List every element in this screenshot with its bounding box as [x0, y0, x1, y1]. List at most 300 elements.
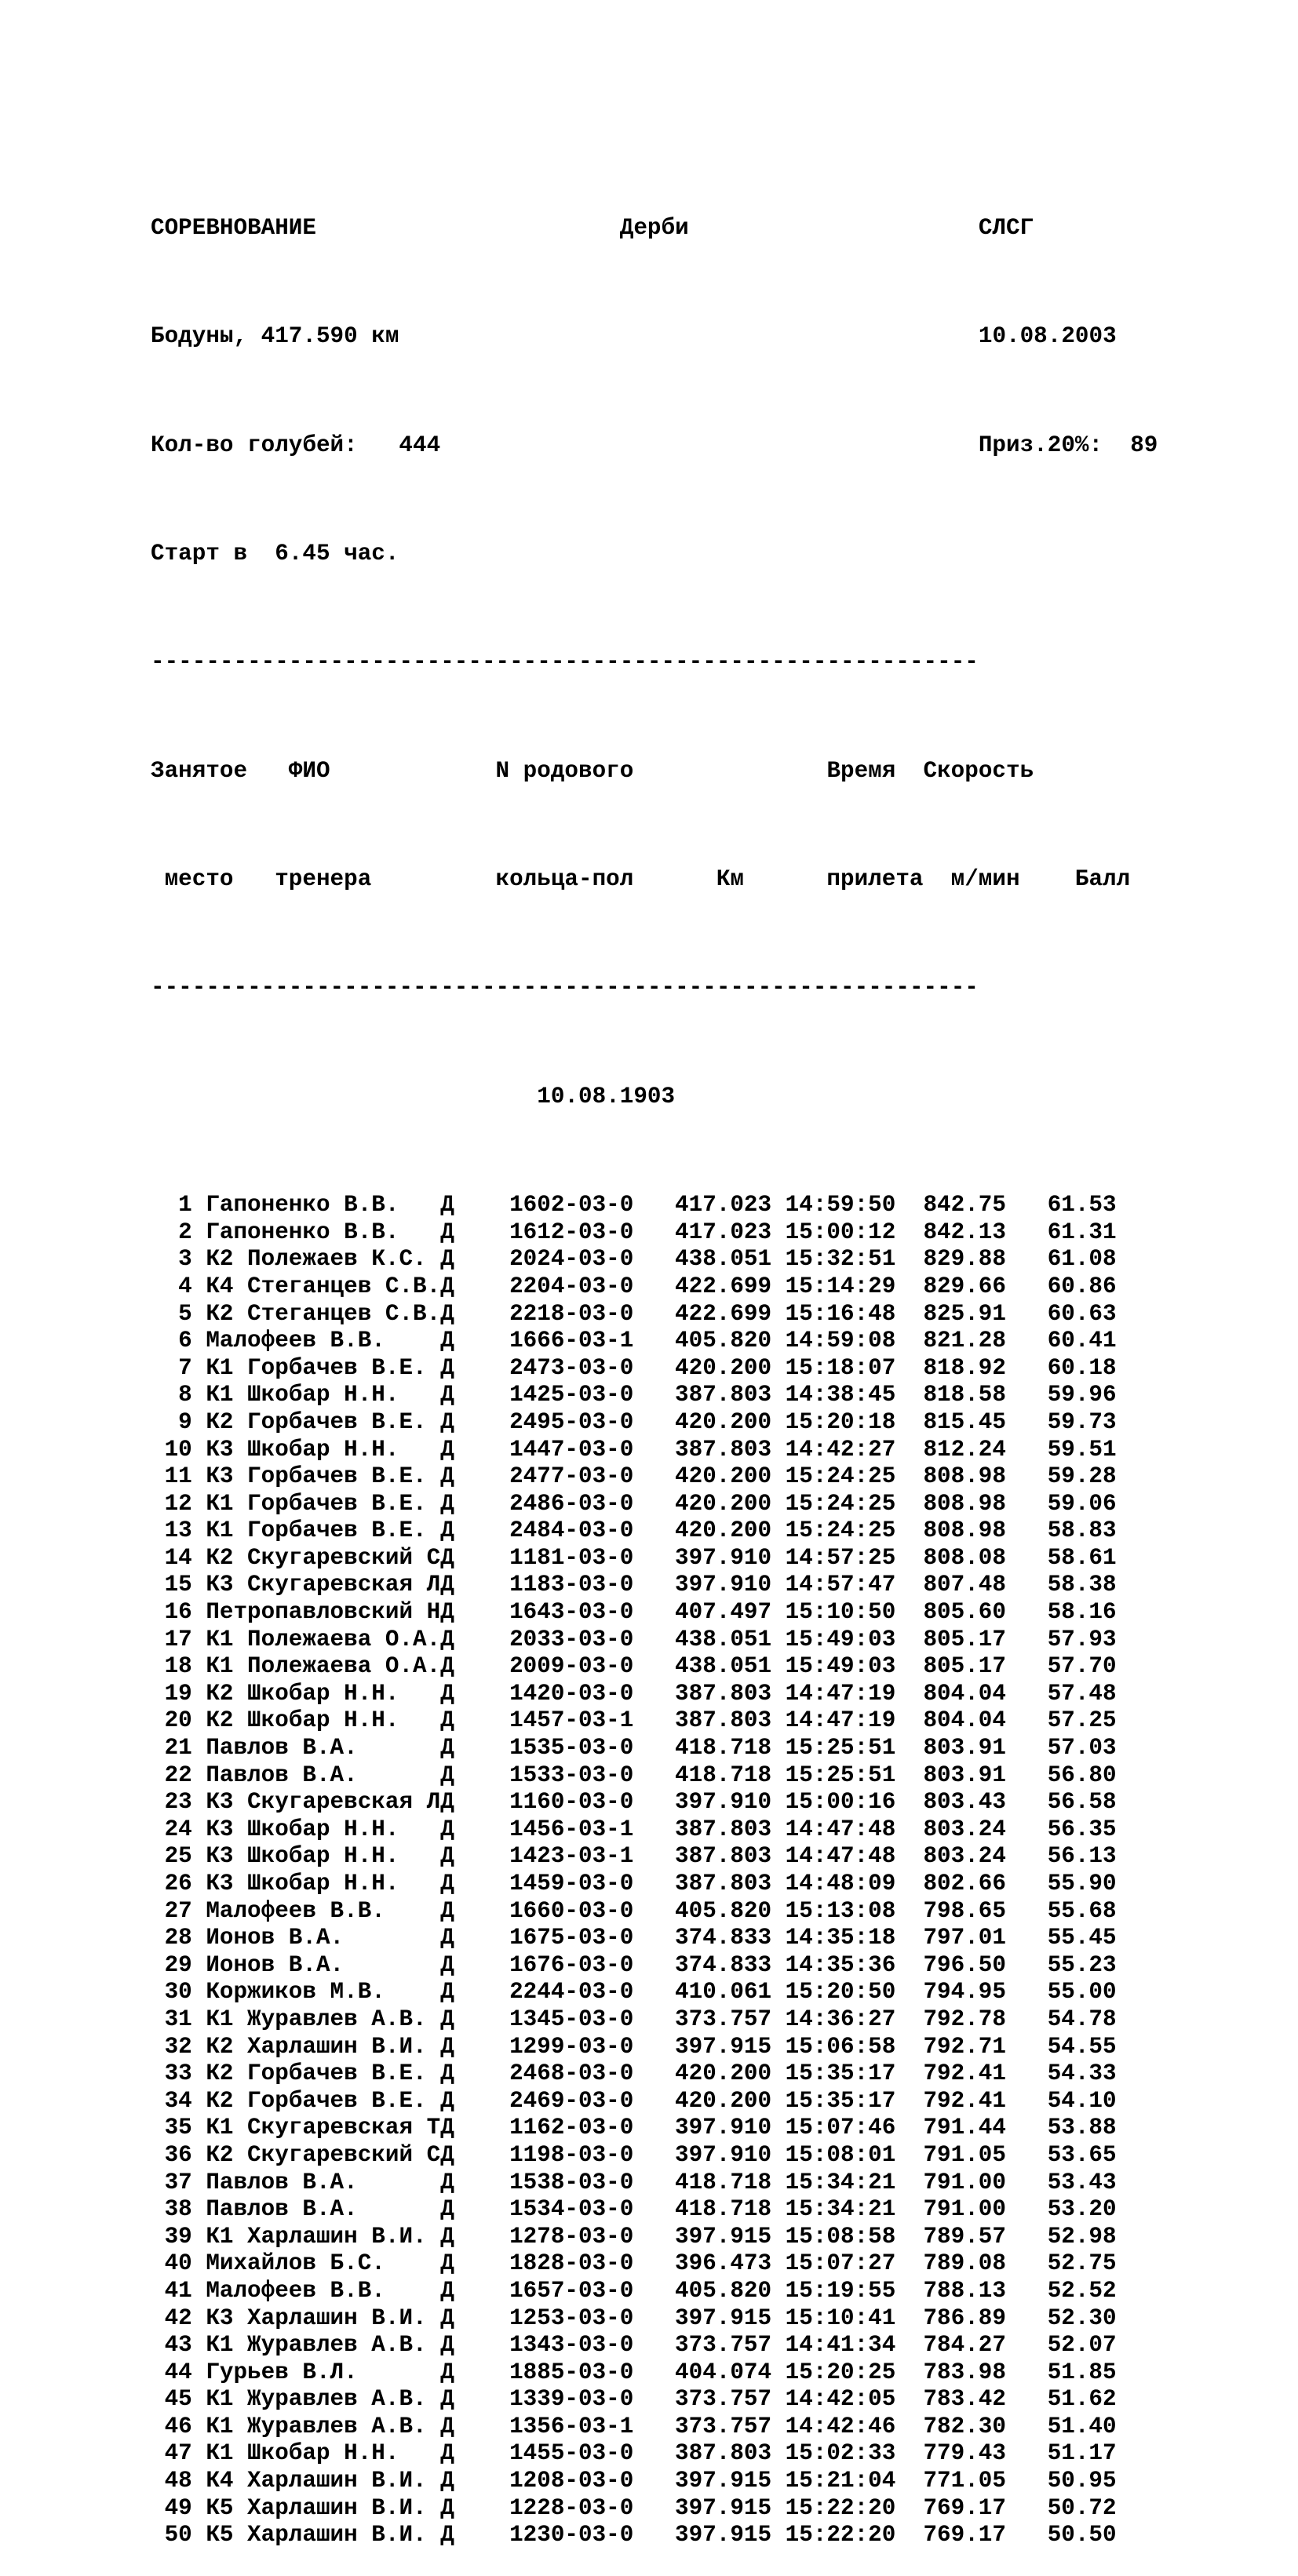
cell-trainer: К1 Горбачев В.Е.	[206, 1518, 427, 1544]
table-row	[151, 2386, 1158, 2414]
cell-place: 18	[164, 1653, 192, 1680]
cell-place: 35	[164, 2115, 192, 2141]
cell-arrival-time: 15:20:18	[785, 1408, 896, 1435]
cell-km: 373.757	[675, 2332, 772, 2359]
cell-points: 57.48	[1047, 1680, 1117, 1707]
cell-arrival-time: 14:35:36	[785, 1951, 896, 1978]
cell-ring: 2484-03-0	[509, 1518, 634, 1544]
cell-arrival-time: 14:38:45	[785, 1382, 896, 1408]
table-row	[151, 1192, 1158, 1219]
cell-place: 21	[164, 1735, 192, 1762]
cell-sex: Д	[440, 1680, 454, 1707]
cell-sex: Д	[440, 1354, 454, 1381]
cell-arrival-time: 14:47:48	[785, 1843, 896, 1870]
cell-arrival-time: 15:19:55	[785, 2277, 896, 2304]
cell-speed: 791.44	[923, 2115, 1006, 2141]
cell-arrival-time: 15:02:33	[785, 2440, 896, 2467]
table-row	[151, 1246, 1158, 1273]
cell-points: 59.73	[1047, 1408, 1117, 1435]
cell-ring: 1160-03-0	[509, 1789, 634, 1816]
cell-arrival-time: 15:34:21	[785, 2196, 896, 2223]
cell-km: 397.910	[675, 2141, 772, 2168]
cell-speed: 803.43	[923, 1789, 1006, 1816]
column-header-line-1	[151, 758, 1158, 785]
table-row	[151, 2060, 1158, 2088]
cell-arrival-time: 14:59:50	[785, 1192, 896, 1219]
cell-points: 59.96	[1047, 1382, 1117, 1408]
cell-speed: 803.24	[923, 1816, 1006, 1842]
prize-count: 89	[1130, 432, 1158, 458]
cell-arrival-time: 15:22:20	[785, 2494, 896, 2521]
cell-trainer: К3 Шкобар Н.Н.	[206, 1871, 399, 1896]
cell-km: 420.200	[675, 1463, 772, 1490]
col-speed-header-2: м/мин	[950, 866, 1020, 893]
cell-ring: 2468-03-0	[509, 2060, 634, 2087]
cell-arrival-time: 15:24:25	[785, 1463, 896, 1490]
cell-sex: Д	[440, 1246, 454, 1273]
cell-trainer: Коржиков М.В.	[206, 1979, 385, 2006]
table-row	[151, 1382, 1158, 1409]
cell-arrival-time: 15:10:41	[785, 2305, 896, 2331]
cell-arrival-time: 15:10:50	[785, 1599, 896, 1626]
cell-points: 52.52	[1047, 2277, 1117, 2304]
cell-speed: 818.58	[923, 1382, 1006, 1408]
cell-place: 10	[164, 1436, 192, 1463]
table-row	[151, 1219, 1158, 1247]
cell-km: 373.757	[675, 2386, 772, 2413]
cell-speed: 829.88	[923, 1246, 1006, 1273]
table-row	[151, 1735, 1158, 1762]
table-row	[151, 2006, 1158, 2034]
table-row	[151, 1518, 1158, 1545]
column-header-line-2	[151, 866, 1158, 894]
cell-points: 59.51	[1047, 1436, 1117, 1463]
cell-arrival-time: 15:20:25	[785, 2359, 896, 2385]
cell-ring: 1253-03-0	[509, 2305, 634, 2331]
cell-sex: Д	[440, 1518, 454, 1544]
cell-km: 387.803	[675, 1707, 772, 1734]
cell-place: 11	[164, 1463, 192, 1490]
cell-speed: 815.45	[923, 1408, 1006, 1435]
cell-points: 53.88	[1047, 2115, 1117, 2141]
cell-place: 3	[178, 1246, 192, 1273]
cell-speed: 842.75	[923, 1192, 1006, 1219]
cell-trainer: К3 Шкобар Н.Н.	[206, 1436, 399, 1463]
cell-trainer: К1 Шкобар Н.Н.	[206, 1382, 399, 1408]
cell-km: 420.200	[675, 1354, 772, 1381]
cell-km: 420.200	[675, 2060, 772, 2087]
cell-trainer: К2 Горбачев В.Е.	[206, 2060, 427, 2087]
cell-points: 58.61	[1047, 1544, 1117, 1571]
cell-trainer: Гапоненко В.В.	[206, 1219, 399, 1245]
cell-km: 397.910	[675, 1544, 772, 1571]
table-row	[151, 1979, 1158, 2006]
cell-place: 2	[178, 1219, 192, 1245]
cell-km: 420.200	[675, 1408, 772, 1435]
cell-ring: 1666-03-1	[509, 1328, 634, 1354]
cell-points: 61.31	[1047, 1219, 1117, 1245]
pigeons-label: Кол-во голубей:	[151, 432, 358, 458]
cell-points: 53.65	[1047, 2141, 1117, 2168]
cell-trainer: Павлов В.А.	[206, 2169, 358, 2195]
table-row	[151, 1273, 1158, 1301]
header-line-2	[151, 323, 1158, 351]
cell-ring: 2218-03-0	[509, 1300, 634, 1327]
cell-trainer: К4 Стеганцев С.В.	[206, 1273, 441, 1299]
cell-km: 404.074	[675, 2359, 772, 2385]
table-row	[151, 1627, 1158, 1654]
cell-trainer: К1 Полежаева О.А.	[206, 1653, 441, 1680]
cell-ring: 1425-03-0	[509, 1382, 634, 1408]
cell-km: 397.915	[675, 2522, 772, 2549]
cell-points: 52.75	[1047, 2250, 1117, 2277]
cell-points: 55.23	[1047, 1951, 1117, 1978]
cell-ring: 1162-03-0	[509, 2115, 634, 2141]
cell-km: 438.051	[675, 1653, 772, 1680]
cell-place: 39	[164, 2223, 192, 2250]
cell-sex: Д	[440, 1871, 454, 1896]
cell-ring: 1299-03-0	[509, 2033, 634, 2060]
cell-km: 417.023	[675, 1192, 772, 1219]
competition-label: СОРЕВНОВАНИЕ	[151, 214, 316, 241]
cell-points: 57.93	[1047, 1626, 1117, 1652]
cell-points: 60.41	[1047, 1328, 1117, 1354]
cell-points: 54.10	[1047, 2087, 1117, 2114]
cell-ring: 2477-03-0	[509, 1463, 634, 1490]
cell-points: 55.68	[1047, 1897, 1117, 1924]
cell-place: 14	[164, 1544, 192, 1571]
table-row	[151, 2034, 1158, 2061]
cell-sex: Д	[440, 2169, 454, 2195]
cell-ring: 1455-03-0	[509, 2440, 634, 2467]
cell-sex: Д	[440, 2033, 454, 2060]
table-row	[151, 1762, 1158, 1790]
cell-km: 418.718	[675, 1762, 772, 1788]
cell-sex: Д	[440, 1653, 454, 1680]
table-row	[151, 1545, 1158, 1572]
cell-trainer: К1 Журавлев А.В.	[206, 2006, 427, 2032]
table-row	[151, 1816, 1158, 1844]
cell-km: 397.910	[675, 2115, 772, 2141]
table-row	[151, 1952, 1158, 1980]
cell-arrival-time: 15:24:25	[785, 1490, 896, 1517]
table-row	[151, 1871, 1158, 1898]
cell-sex: Д	[440, 2468, 454, 2494]
cell-sex: Д	[440, 2277, 454, 2304]
cell-speed: 804.04	[923, 1707, 1006, 1734]
cell-points: 51.17	[1047, 2440, 1117, 2467]
cell-sex: Д	[440, 1897, 454, 1924]
cell-ring: 1533-03-0	[509, 1762, 634, 1788]
cell-trainer: К3 Харлашин В.И.	[206, 2305, 427, 2331]
cell-km: 420.200	[675, 2087, 772, 2114]
cell-speed: 791.00	[923, 2169, 1006, 2195]
cell-arrival-time: 15:07:27	[785, 2250, 896, 2277]
table-row	[151, 1328, 1158, 1355]
table-row	[151, 2440, 1158, 2468]
cell-sex: Д	[440, 1463, 454, 1490]
cell-arrival-time: 15:22:20	[785, 2522, 896, 2549]
table-row	[151, 1843, 1158, 1871]
cell-place: 28	[164, 1925, 192, 1951]
cell-trainer: К2 Полежаев К.С.	[206, 1246, 427, 1273]
table-row	[151, 1437, 1158, 1464]
cell-speed: 783.98	[923, 2359, 1006, 2385]
cell-place: 16	[164, 1599, 192, 1626]
cell-ring: 1538-03-0	[509, 2169, 634, 2195]
cell-place: 27	[164, 1897, 192, 1924]
start-label: Старт в	[151, 540, 248, 567]
cell-place: 19	[164, 1680, 192, 1707]
cell-points: 59.06	[1047, 1490, 1117, 1517]
day-heading-line	[151, 1084, 1158, 1111]
cell-trainer: К2 Скугаревский С	[206, 2141, 441, 2168]
cell-place: 47	[164, 2440, 192, 2467]
cell-sex: Д	[440, 2223, 454, 2250]
cell-ring: 2469-03-0	[509, 2087, 634, 2114]
cell-place: 40	[164, 2250, 192, 2277]
results-table	[151, 1192, 1158, 2549]
cell-speed: 789.57	[923, 2223, 1006, 2250]
cell-speed: 818.92	[923, 1354, 1006, 1381]
cell-speed: 825.91	[923, 1300, 1006, 1327]
table-row	[151, 2495, 1158, 2523]
cell-arrival-time: 14:47:48	[785, 1816, 896, 1842]
cell-ring: 1230-03-0	[509, 2522, 634, 2549]
cell-trainer: К1 Горбачев В.Е.	[206, 1490, 427, 1517]
cell-speed: 805.17	[923, 1626, 1006, 1652]
cell-km: 374.833	[675, 1951, 772, 1978]
cell-sex: Д	[440, 1707, 454, 1734]
cell-place: 49	[164, 2494, 192, 2521]
cell-sex: Д	[440, 1951, 454, 1978]
cell-km: 397.915	[675, 2494, 772, 2521]
cell-arrival-time: 15:06:58	[785, 2033, 896, 2060]
cell-sex: Д	[440, 1300, 454, 1327]
cell-points: 57.03	[1047, 1735, 1117, 1762]
cell-sex: Д	[440, 1816, 454, 1842]
cell-place: 4	[178, 1273, 192, 1299]
cell-trainer: К2 Шкобар Н.Н.	[206, 1680, 399, 1707]
cell-km: 387.803	[675, 1436, 772, 1463]
table-row	[151, 2278, 1158, 2305]
cell-sex: Д	[440, 1735, 454, 1762]
cell-points: 60.18	[1047, 1354, 1117, 1381]
cell-km: 410.061	[675, 1979, 772, 2006]
cell-sex: Д	[440, 1626, 454, 1652]
cell-arrival-time: 15:35:17	[785, 2060, 896, 2087]
table-row	[151, 2170, 1158, 2197]
cell-points: 50.50	[1047, 2522, 1117, 2549]
cell-points: 54.78	[1047, 2006, 1117, 2032]
cell-sex: Д	[440, 1273, 454, 1299]
cell-place: 30	[164, 1979, 192, 2006]
cell-sex: Д	[440, 1843, 454, 1870]
cell-ring: 1345-03-0	[509, 2006, 634, 2032]
cell-ring: 1278-03-0	[509, 2223, 634, 2250]
cell-ring: 1534-03-0	[509, 2196, 634, 2223]
cell-place: 5	[178, 1300, 192, 1327]
cell-place: 6	[178, 1328, 192, 1354]
table-row	[151, 2414, 1158, 2441]
cell-arrival-time: 15:21:04	[785, 2468, 896, 2494]
cell-km: 438.051	[675, 1246, 772, 1273]
cell-trainer: К5 Харлашин В.И.	[206, 2522, 427, 2549]
cell-speed: 829.66	[923, 1273, 1006, 1299]
cell-sex: Д	[440, 1219, 454, 1245]
cell-speed: 769.17	[923, 2494, 1006, 2521]
cell-trainer: К1 Полежаева О.А.	[206, 1626, 441, 1652]
cell-km: 420.200	[675, 1490, 772, 1517]
cell-km: 418.718	[675, 2169, 772, 2195]
cell-speed: 789.08	[923, 2250, 1006, 2277]
cell-points: 50.72	[1047, 2494, 1117, 2521]
cell-trainer: К5 Харлашин В.И.	[206, 2494, 427, 2521]
cell-arrival-time: 15:25:51	[785, 1735, 896, 1762]
cell-arrival-time: 15:24:25	[785, 1518, 896, 1544]
cell-km: 397.915	[675, 2305, 772, 2331]
cell-speed: 784.27	[923, 2332, 1006, 2359]
cell-sex: Д	[440, 2196, 454, 2223]
cell-place: 31	[164, 2006, 192, 2032]
cell-arrival-time: 14:42:05	[785, 2386, 896, 2413]
cell-ring: 2009-03-0	[509, 1653, 634, 1680]
cell-ring: 1183-03-0	[509, 1572, 634, 1598]
cell-place: 44	[164, 2359, 192, 2385]
cell-arrival-time: 14:57:25	[785, 1544, 896, 1571]
cell-arrival-time: 15:00:16	[785, 1789, 896, 1816]
cell-points: 55.45	[1047, 1925, 1117, 1951]
cell-points: 55.90	[1047, 1871, 1117, 1896]
cell-km: 387.803	[675, 1382, 772, 1408]
cell-speed: 805.17	[923, 1653, 1006, 1680]
cell-sex: Д	[440, 1599, 454, 1626]
cell-trainer: К3 Шкобар Н.Н.	[206, 1816, 399, 1842]
cell-ring: 1602-03-0	[509, 1192, 634, 1219]
start-time: 6.45 час.	[275, 540, 399, 567]
cell-speed: 808.98	[923, 1490, 1006, 1517]
cell-ring: 2024-03-0	[509, 1246, 634, 1273]
race-date: 10.08.2003	[978, 323, 1117, 350]
cell-place: 41	[164, 2277, 192, 2304]
cell-points: 58.83	[1047, 1518, 1117, 1544]
cell-arrival-time: 15:49:03	[785, 1653, 896, 1680]
cell-trainer: К1 Скугаревская Т	[206, 2115, 441, 2141]
table-row	[151, 1898, 1158, 1926]
cell-speed: 769.17	[923, 2522, 1006, 2549]
cell-place: 42	[164, 2305, 192, 2331]
cell-place: 15	[164, 1572, 192, 1598]
cell-speed: 812.24	[923, 1436, 1006, 1463]
cell-place: 13	[164, 1518, 192, 1544]
cell-trainer: К3 Скугаревская Л	[206, 1789, 441, 1816]
cell-ring: 2486-03-0	[509, 1490, 634, 1517]
cell-points: 59.28	[1047, 1463, 1117, 1490]
cell-ring: 1208-03-0	[509, 2468, 634, 2494]
cell-arrival-time: 14:48:09	[785, 1871, 896, 1896]
cell-sex: Д	[440, 1789, 454, 1816]
cell-arrival-time: 15:34:21	[785, 2169, 896, 2195]
cell-arrival-time: 14:35:18	[785, 1925, 896, 1951]
cell-ring: 1828-03-0	[509, 2250, 634, 2277]
cell-sex: Д	[440, 1408, 454, 1435]
cell-place: 43	[164, 2332, 192, 2359]
cell-speed: 792.41	[923, 2087, 1006, 2114]
cell-sex: Д	[440, 2413, 454, 2439]
cell-km: 397.915	[675, 2223, 772, 2250]
cell-km: 405.820	[675, 1897, 772, 1924]
cell-arrival-time: 14:36:27	[785, 2006, 896, 2032]
col-place-header-2: место	[164, 866, 234, 893]
cell-ring: 1643-03-0	[509, 1599, 634, 1626]
cell-arrival-time: 15:14:29	[785, 1273, 896, 1299]
table-row	[151, 2305, 1158, 2333]
header-line-1	[151, 215, 1158, 242]
cell-points: 53.20	[1047, 2196, 1117, 2223]
cell-km: 373.757	[675, 2006, 772, 2032]
release-point: Бодуны, 417.590 км	[151, 323, 399, 350]
table-row	[151, 1572, 1158, 1599]
cell-arrival-time: 15:16:48	[785, 1300, 896, 1327]
cell-arrival-time: 15:49:03	[785, 1626, 896, 1652]
cell-ring: 1339-03-0	[509, 2386, 634, 2413]
cell-place: 12	[164, 1490, 192, 1517]
prize-label: Приз.20%:	[978, 432, 1103, 458]
cell-km: 418.718	[675, 1735, 772, 1762]
cell-points: 51.40	[1047, 2413, 1117, 2439]
cell-arrival-time: 15:08:01	[785, 2141, 896, 2168]
cell-km: 387.803	[675, 1871, 772, 1896]
cell-sex: Д	[440, 1490, 454, 1517]
cell-sex: Д	[440, 1192, 454, 1219]
cell-arrival-time: 15:08:58	[785, 2223, 896, 2250]
cell-arrival-time: 15:00:12	[785, 1219, 896, 1245]
cell-trainer: Михайлов Б.С.	[206, 2250, 385, 2277]
cell-points: 51.62	[1047, 2386, 1117, 2413]
cell-sex: Д	[440, 2386, 454, 2413]
cell-trainer: К2 Скугаревский С	[206, 1544, 441, 1571]
cell-trainer: Малофеев В.В.	[206, 2277, 385, 2304]
cell-sex: Д	[440, 2115, 454, 2141]
cell-points: 55.00	[1047, 1979, 1117, 2006]
cell-sex: Д	[440, 1925, 454, 1951]
cell-speed: 808.98	[923, 1463, 1006, 1490]
cell-speed: 803.91	[923, 1735, 1006, 1762]
cell-km: 397.915	[675, 2468, 772, 2494]
cell-ring: 1660-03-0	[509, 1897, 634, 1924]
cell-place: 38	[164, 2196, 192, 2223]
cell-km: 397.915	[675, 2033, 772, 2060]
results-sheet	[151, 133, 1158, 2576]
cell-points: 51.85	[1047, 2359, 1117, 2385]
cell-place: 36	[164, 2141, 192, 2168]
cell-place: 1	[178, 1192, 192, 1219]
table-row	[151, 2332, 1158, 2359]
cell-km: 387.803	[675, 1816, 772, 1842]
cell-place: 50	[164, 2522, 192, 2549]
cell-km: 387.803	[675, 1680, 772, 1707]
table-row	[151, 1653, 1158, 1681]
cell-speed: 792.71	[923, 2033, 1006, 2060]
cell-trainer: К3 Шкобар Н.Н.	[206, 1843, 399, 1870]
cell-arrival-time: 15:35:17	[785, 2087, 896, 2114]
cell-speed: 808.08	[923, 1544, 1006, 1571]
cell-trainer: К2 Стеганцев С.В.	[206, 1300, 441, 1327]
table-row	[151, 1355, 1158, 1383]
divider-header: ------------------------------------------------------------	[151, 975, 979, 1001]
cell-place: 9	[178, 1408, 192, 1435]
table-row	[151, 1925, 1158, 1952]
